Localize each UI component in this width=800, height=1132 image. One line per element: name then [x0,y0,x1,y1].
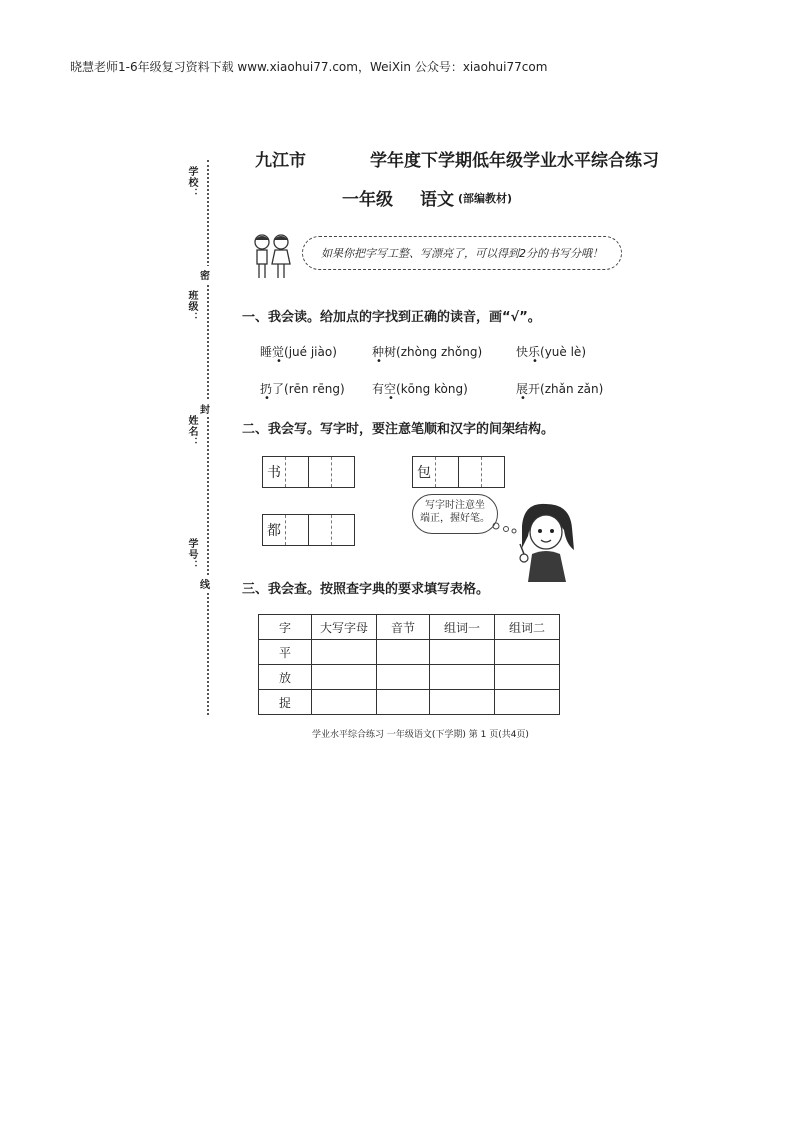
class-label: 班级： [186,290,197,323]
table-row [259,665,560,690]
city-title: 九江市 [255,151,306,171]
seal-dotted-line [207,160,209,715]
reading-pinyin-options: (zhǎn zǎn) [540,382,604,396]
reading-pinyin-options: (kōng kòng) [396,382,468,396]
answer-cell[interactable] [377,640,430,665]
dictionary-lookup-table [258,614,560,715]
header-cell: 大写字母 [312,615,377,640]
emphasis-dot: • [532,356,538,367]
emphasis-dot: • [520,393,526,404]
speech-line: 端正，握好笔。 [420,513,490,524]
row-char: 捉 [259,690,312,715]
writing-grid-shu[interactable] [262,456,355,488]
grid-cell [459,457,482,487]
reading-word: 有空 [372,382,397,396]
reading-pinyin-options: (jué jiào) [284,345,337,359]
handwriting-tip-bubble: 如果你把字写工整、写漂亮了，可以得到2分的书写分哦！ [302,236,622,270]
section1-title: 一、我会读。给加点的字找到正确的读音，画“√”。 [242,310,541,325]
emphasis-dot: • [264,393,270,404]
seal-char-feng: 封 [200,400,210,417]
reading-item [260,343,337,360]
kids-illustration [250,232,294,280]
reading-item [372,343,482,360]
speech-line: 写字时注意坐 [425,500,485,511]
answer-cell[interactable] [312,690,377,715]
grid-cell [286,457,309,487]
girl-speech-cloud [412,494,498,534]
grid-cell [286,515,309,545]
grid-cell: 都 [263,515,286,545]
emphasis-dot: • [276,356,282,367]
reading-word: 种树 [372,345,397,359]
school-label: 学校： [186,166,197,199]
answer-cell[interactable] [430,665,495,690]
seal-char-mi: 密 [200,266,210,283]
table-row [259,640,560,665]
answer-cell[interactable] [495,690,560,715]
grid-cell [332,457,354,487]
grade-title: 一年级 [342,190,393,210]
answer-cell[interactable] [430,640,495,665]
reading-item [516,380,603,397]
header-cell: 组词二 [495,615,560,640]
table-header-row [259,615,560,640]
reading-pinyin-options: (rēn rēng) [284,382,345,396]
reading-word: 睡觉 [260,345,285,359]
emphasis-dot: • [376,356,382,367]
grid-cell [309,457,332,487]
section3-title: 三、我会查。按照查字典的要求填写表格。 [242,582,490,597]
binding-sidebar [180,160,220,720]
grid-cell: 包 [413,457,436,487]
writing-grid-dou[interactable] [262,514,355,546]
exam-title: 学年度下学期低年级学业水平综合练习 [370,151,659,171]
reading-item [516,343,586,360]
reading-word: 展开 [516,382,541,396]
answer-cell[interactable] [377,690,430,715]
emphasis-dot: • [388,393,394,404]
grid-cell [309,515,332,545]
row-char: 平 [259,640,312,665]
answer-cell[interactable] [495,665,560,690]
reading-item [372,380,468,397]
reading-item [260,380,345,397]
seal-char-xian: 线 [200,575,210,592]
header-cell: 组词一 [430,615,495,640]
reading-pinyin-options: (yuè lè) [540,345,586,359]
site-header-line: 晓慧老师1-6年级复习资料下载 www.xiaohui77.com，WeiXin 公众号：xiaohui77com [70,60,548,74]
student-number-label: 学号： [186,538,197,571]
answer-cell[interactable] [430,690,495,715]
section2-title: 二、我会写。写字时，要注意笔顺和汉字的间架结构。 [242,422,555,437]
answer-cell[interactable] [312,640,377,665]
answer-cell[interactable] [312,665,377,690]
reading-word: 快乐 [516,345,541,359]
reading-word: 扔了 [260,382,285,396]
reading-pinyin-options: (zhòng zhǒng) [396,345,483,359]
name-label: 姓名： [186,415,197,448]
answer-cell[interactable] [377,665,430,690]
girl-illustration [508,500,580,582]
grid-cell: 书 [263,457,286,487]
writing-grid-bao[interactable] [412,456,505,488]
table-row [259,690,560,715]
edition-note: (部编教材) [458,192,513,205]
header-cell: 音节 [377,615,430,640]
subject-title: 语文 [420,190,454,210]
row-char: 放 [259,665,312,690]
header-cell: 字 [259,615,312,640]
grid-cell [482,457,504,487]
grid-cell [332,515,354,545]
grid-cell [436,457,459,487]
answer-cell[interactable] [495,640,560,665]
page-footer: 学业水平综合练习 一年级语文(下学期) 第 1 页(共4页) [312,730,529,740]
